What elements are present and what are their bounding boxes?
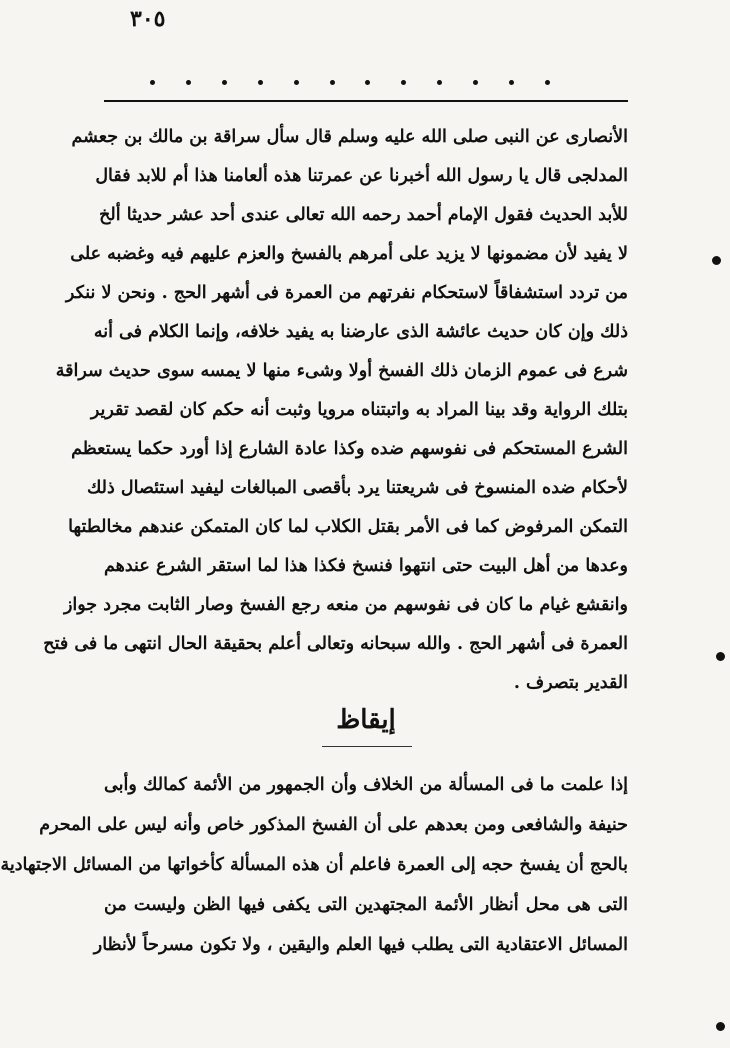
text-line: التمكن المرفوض كما فى الأمر بقتل الكلاب لما كان المتمكن عندهم مخالطتها [68, 517, 628, 537]
text-line: العمرة فى أشهر الحج . والله سبحانه وتعالى أعلم بحقيقة الحال انتهى ما فى فتح [43, 634, 628, 654]
ornament-dot [545, 80, 550, 85]
text-line: وانقشع غيام ما كان فى نفوسهم من منعه رجع الفسخ وصار الثابت مجرد جواز [63, 595, 628, 615]
heading-underline [322, 746, 412, 747]
text-line: للأبد الحديث فقول الإمام أحمد رحمه الله تعالى عندى أحد عشر حديثا ألخ [99, 205, 628, 225]
ornament-dot [401, 80, 406, 85]
header-rule [104, 100, 628, 102]
text-line: وعدها من أهل البيت حتى انتهوا فنسخ فكذا هذا لما استقر الشرع عندهم [104, 556, 628, 576]
text-line: شرع فى عموم الزمان ذلك الفسخ أولا وشىء منها لا يمسه سوى حديث سراقة [55, 361, 628, 381]
text-line: لأحكام ضده المنسوخ فى شريعتنا يرد بأقصى المبالغات ليفيد استئصال ذلك [86, 478, 628, 498]
text-line: المسائل الاعتقادية التى يطلب فيها العلم واليقين ، ولا تكون مسرحاً لأنظار [93, 935, 628, 955]
margin-mark [712, 256, 721, 265]
text-line: الأنصارى عن النبى صلى الله عليه وسلم قال سأل سراقة بن مالك بن جعشم [71, 127, 628, 147]
header-dots [150, 80, 550, 85]
section-heading: إيقاظ [336, 705, 396, 735]
ornament-dot [473, 80, 478, 85]
page-number: ٣٠٥ [130, 6, 166, 32]
text-line: إذا علمت ما فى المسألة من الخلاف وأن الجمهور من الأئمة كمالك وأبى [104, 775, 628, 795]
ornament-dot [294, 80, 299, 85]
main-text [43, 118, 628, 703]
margin-mark [716, 652, 725, 661]
ornament-dot [186, 80, 191, 85]
ornament-dot [258, 80, 263, 85]
text-line: بالحج أن يفسخ حجه إلى العمرة فاعلم أن هذه المسألة كأخواتها من المسائل الاجتهادية [0, 855, 628, 875]
ornament-dot [222, 80, 227, 85]
ornament-dot [365, 80, 370, 85]
text-line: القدير بتصرف . [513, 673, 628, 693]
text-line: لا يفيد لأن مضمونها لا يزيد على أمرهم بالفسخ والعزم عليهم فيه وغضبه على [70, 244, 628, 264]
text-line: الشرع المستحكم فى نفوسهم ضده وكذا عادة الشارع إذا أورد حكما يستعظم [71, 439, 628, 459]
margin-mark [716, 1022, 725, 1031]
text-line: حنيفة والشافعى ومن بعدهم على أن الفسخ المذكور خاص وأنه ليس على المحرم [39, 815, 628, 835]
ornament-dot [437, 80, 442, 85]
section-text [0, 765, 628, 965]
text-line: من تردد استشفاقاً لاستحكام نفرتهم من العمرة فى أشهر الحج . ونحن لا ننكر [65, 283, 628, 303]
text-line: المدلجى قال يا رسول الله أخبرنا عن عمرتنا هذه ألعامنا هذا أم للابد فقال [95, 166, 628, 186]
ornament-dot [330, 80, 335, 85]
text-line: التى هى محل أنظار الأئمة المجتهدين التى يكفى فيها الظن وليست من [104, 895, 628, 915]
ornament-dot [150, 80, 155, 85]
ornament-dot [509, 80, 514, 85]
text-line: ذلك وإن كان حديث عائشة الذى عارضنا به يفيد خلافه، وإنما الكلام فى أنه [93, 322, 628, 342]
text-line: بتلك الرواية وقد بينا المراد به واتبتناه مرويا وثبت أنه حكم كان لقصد تقرير [90, 400, 628, 420]
